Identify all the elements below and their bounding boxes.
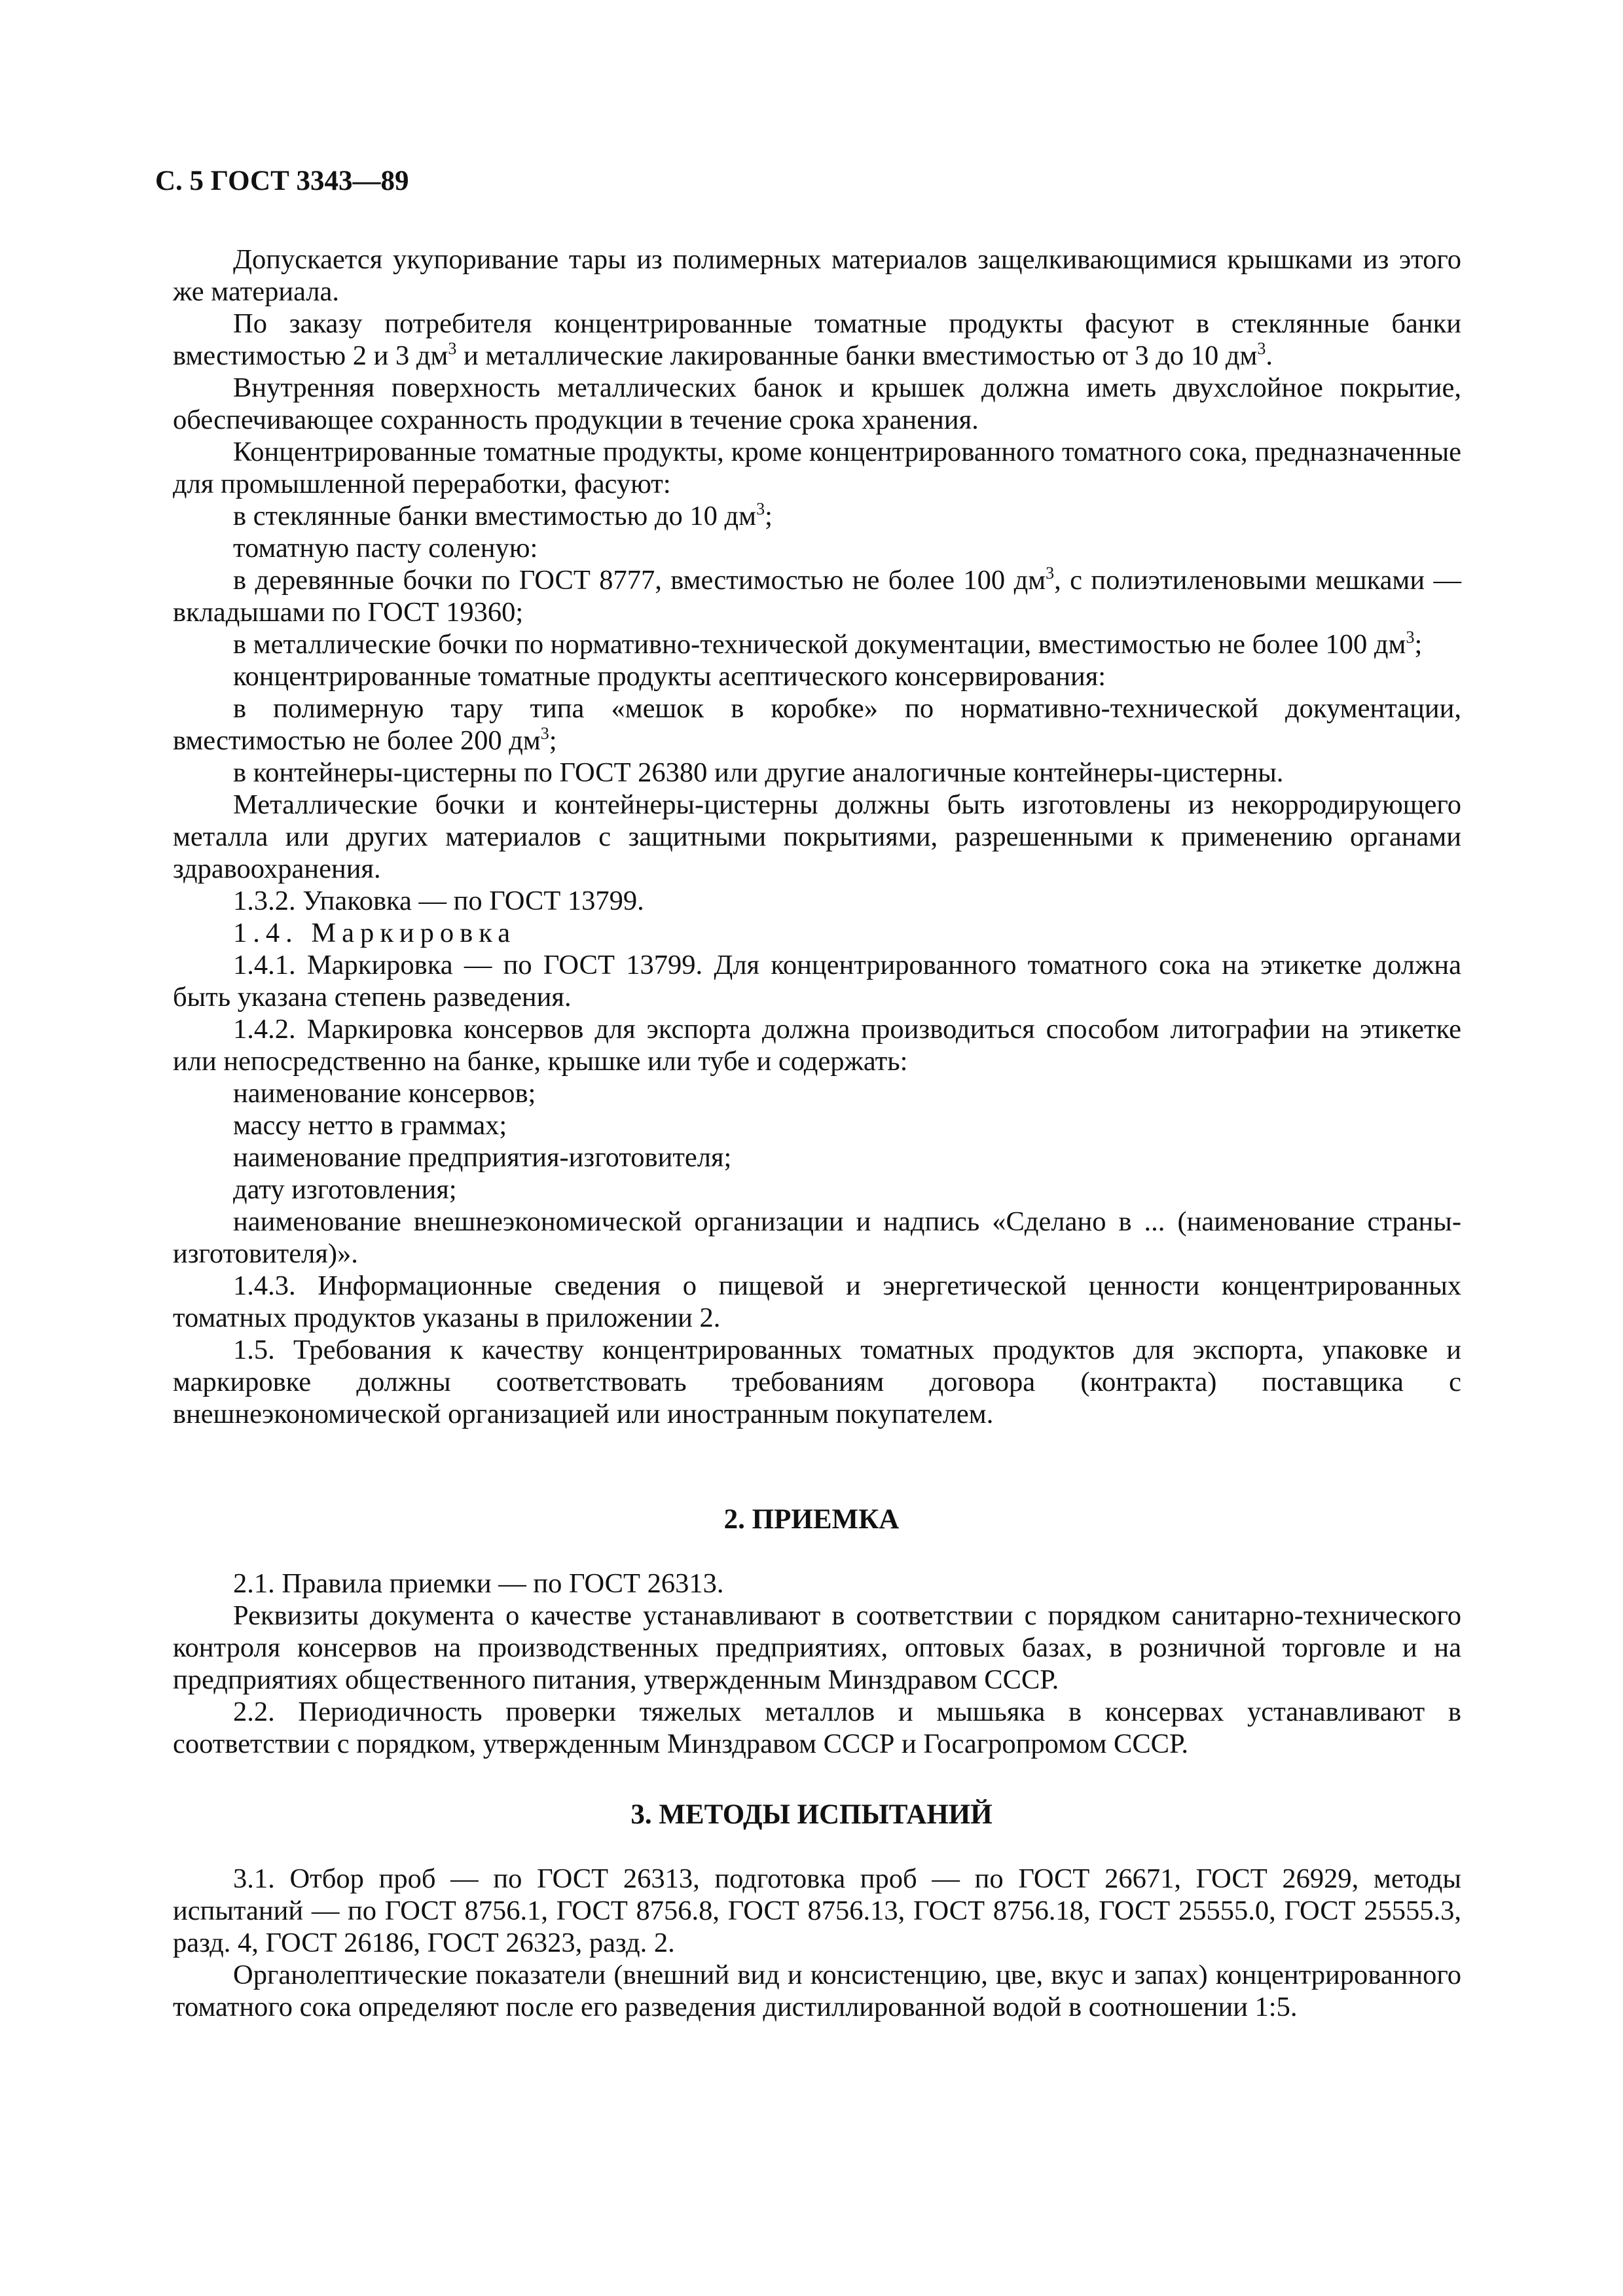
paragraph: Допускается укупоривание тары из полимерных материалов защелкивающимися крышками из этого же материала. (173, 244, 1461, 307)
section-title: 2. ПРИЕМКА (723, 1504, 900, 1535)
superscript-3: 3 (1046, 564, 1055, 583)
paragraph: Органолептические показатели (внешний вид и консистенцию, цве, вкус и запах) концентрированного томатного сока определяют после его разведения дистиллированной водой в соотношении 1:5. (173, 1960, 1461, 2022)
paragraph: Концентрированные томатные продукты, кроме концентрированного томатного сока, предназначенные для промышленной переработки, фасуют: (173, 437, 1461, 499)
paragraph: Внутренняя поверхность металлических банок и крышек должна иметь двухслойное покрытие, обеспечивающее сохранность продукции в течение срока хранения. (173, 372, 1461, 435)
paragraph: 1.4.1. Маркировка — по ГОСТ 13799. Для концентрированного томатного сока на этикетке должна быть указана степень разведения. (173, 950, 1461, 1013)
superscript-3: 3 (1406, 628, 1415, 647)
paragraph: массу нетто в граммах; (233, 1110, 507, 1141)
paragraph: 1.5. Требования к качеству концентрированных томатных продуктов для экспорта, упаковке и маркировке должны соответствовать требованиям договора (контракта) поставщика с внешнеэкономической организацией или иностранным покупателем. (173, 1335, 1461, 1429)
paragraph: 1.3.2. Упаковка — по ГОСТ 13799. (233, 886, 644, 916)
superscript-3: 3 (1257, 339, 1266, 358)
paragraph: томатную пасту соленую: (233, 533, 538, 564)
paragraph: По заказу потребителя концентрированные томатные продукты фасуют в стеклянные банки вместимостью 2 и 3 $дм^3$ и металлические лакированные банки вместимостью от 3 до 10 $дм^3$. (173, 308, 1461, 371)
paragraph: в контейнеры-цистерны по ГОСТ 26380 или другие аналогичные контейнеры-цистерны. (233, 757, 1284, 788)
paragraph: Металлические бочки и контейнеры-цистерны должны быть изготовлены из некорродирующего металла или других материалов с защитными покрытиями, разрешенными к применению органами здравоохранения. (173, 789, 1461, 884)
paragraph: концентрированные томатные продукты асептического консервирования: (233, 661, 1106, 692)
section-3 (0, 1799, 1623, 1831)
paragraph: в полимерную тару типа «мешок в коробке» по нормативно-технической документации, вместимостью не более 200 $дм^3$; (173, 693, 1461, 756)
section-2 (0, 1503, 1623, 1535)
paragraph: 1.4.2. Маркировка консервов для экспорта должна производиться способом литографии на этикетке или непосредственно на банке, крышке или тубе и содержать: (173, 1014, 1461, 1077)
paragraph: дату изготовления; (233, 1174, 457, 1205)
paragraph: наименование предприятия-изготовителя; (233, 1142, 732, 1173)
superscript-3: 3 (756, 499, 765, 518)
paragraph: наименование консервов; (233, 1078, 536, 1109)
page-header: С. 5 ГОСТ 3343—89 (155, 166, 409, 196)
subsection-title: 1.4. Маркировка (233, 918, 517, 948)
superscript-3: 3 (540, 724, 549, 743)
section-title: 3. МЕТОДЫ ИСПЫТАНИЙ (630, 1799, 993, 1830)
section-1-body (0, 243, 1623, 1430)
superscript-3: 3 (448, 339, 457, 358)
section-2-body (0, 1568, 1623, 1760)
paragraph: 3.1. Отбор проб — по ГОСТ 26313, подготовка проб — по ГОСТ 26671, ГОСТ 26929, методы испытаний — по ГОСТ 8756.1, ГОСТ 8756.8, ГОСТ 8756.13, ГОСТ 8756.18, ГОСТ 25555.0, ГОСТ 25555.3, разд. 4, ГОСТ 26186, ГОСТ 26323, разд. 2. (173, 1863, 1461, 1958)
paragraph: 2.2. Периодичность проверки тяжелых металлов и мышьяка в консервах устанавливают в соответствии с порядком, утвержденным Минздравом СССР и Госагропромом СССР. (173, 1696, 1461, 1759)
paragraph: наименование внешнеэкономической организации и надпись «Сделано в ... (наименование страны-изготовителя)». (173, 1206, 1461, 1269)
section-3-body (0, 1863, 1623, 2023)
paragraph: в деревянные бочки по ГОСТ 8777, вместимостью не более 100 $дм^3$, с полиэтиленовыми мешками — вкладышами по ГОСТ 19360; (173, 564, 1461, 628)
paragraph: в стеклянные банки вместимостью до 10 $дм^3$; (233, 499, 773, 531)
paragraph: 2.1. Правила приемки — по ГОСТ 26313. (233, 1568, 724, 1599)
paragraph: в металлические бочки по нормативно-технической документации, вместимостью не более 100 $дм^3$; (233, 628, 1423, 660)
paragraph: 1.4.3. Информационные сведения о пищевой и энергетической ценности концентрированных томатных продуктов указаны в приложении 2. (173, 1270, 1461, 1333)
paragraph: Реквизиты документа о качестве устанавливают в соответствии с порядком санитарно-технического контроля консервов на производственных предприятиях, оптовых базах, в розничной торговле и на предприятиях общественного питания, утвержденным Минздравом СССР. (173, 1600, 1461, 1695)
